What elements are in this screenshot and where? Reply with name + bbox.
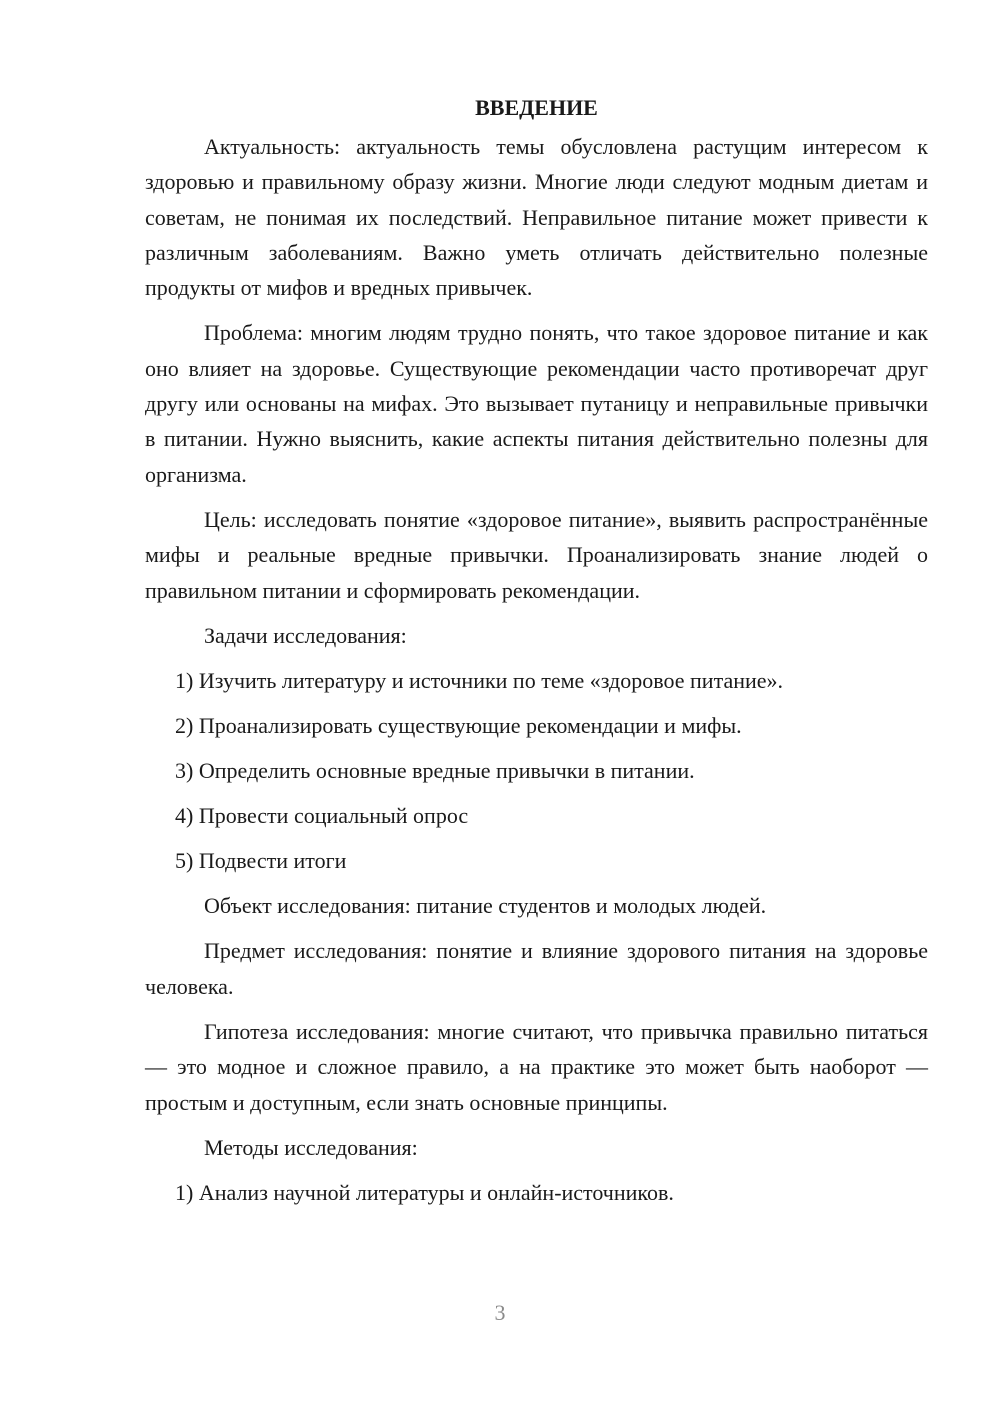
goal-paragraph: Цель: исследовать понятие «здоровое питание», выявить распространённые мифы и реальные вредные привычки. Проанализировать знание людей о правильном питании и сформировать рекомендации. <box>145 506 928 603</box>
section-title: ВВЕДЕНИЕ <box>475 95 598 120</box>
task-item-3: 3) Определить основные вредные привычки в питании. <box>175 758 695 784</box>
method-item-1: 1) Анализ научной литературы и онлайн-источников. <box>175 1180 674 1206</box>
hypothesis-paragraph: Гипотеза исследования: многие считают, что привычка правильно питаться — это модное и сложное правило, а на практике это может быть наоборот — простым и доступным, если знать основные принципы. <box>145 1019 928 1115</box>
task-item-5: 5) Подвести итоги <box>175 848 347 874</box>
subject-paragraph: Предмет исследования: понятие и влияние здорового питания на здоровье человека. <box>145 938 928 999</box>
document-page <box>145 90 928 1220</box>
task-item-1: 1) Изучить литературу и источники по теме «здоровое питание». <box>175 668 784 694</box>
task-item-2: 2) Проанализировать существующие рекомендации и мифы. <box>175 713 742 739</box>
problem-paragraph: Проблема: многим людям трудно понять, что такое здоровое питание и как оно влияет на здоровье. Существующие рекомендации часто противоречат друг другу или основаны на мифах. Это вызывает путаницу и неправильные привычки в питании. Нужно выяснить, какие аспекты питания действительно полезны для организма. <box>145 320 928 487</box>
page-number: 3 <box>494 1300 506 1325</box>
task-item-4: 4) Провести социальный опрос <box>175 803 469 829</box>
methods-heading: Методы исследования: <box>204 1134 418 1160</box>
tasks-heading: Задачи исследования: <box>204 622 407 648</box>
relevance-paragraph: Актуальность: актуальность темы обусловлена растущим интересом к здоровью и правильному образу жизни. Многие люди следуют модным диетам и советам, не понимая их последствий. Неправильное питание может привести к различным заболеваниям. Важно уметь отличать действительно полезные продукты от мифов и вредных привычек. <box>145 134 928 301</box>
object-paragraph: Объект исследования: питание студентов и молодых людей. <box>204 893 767 919</box>
